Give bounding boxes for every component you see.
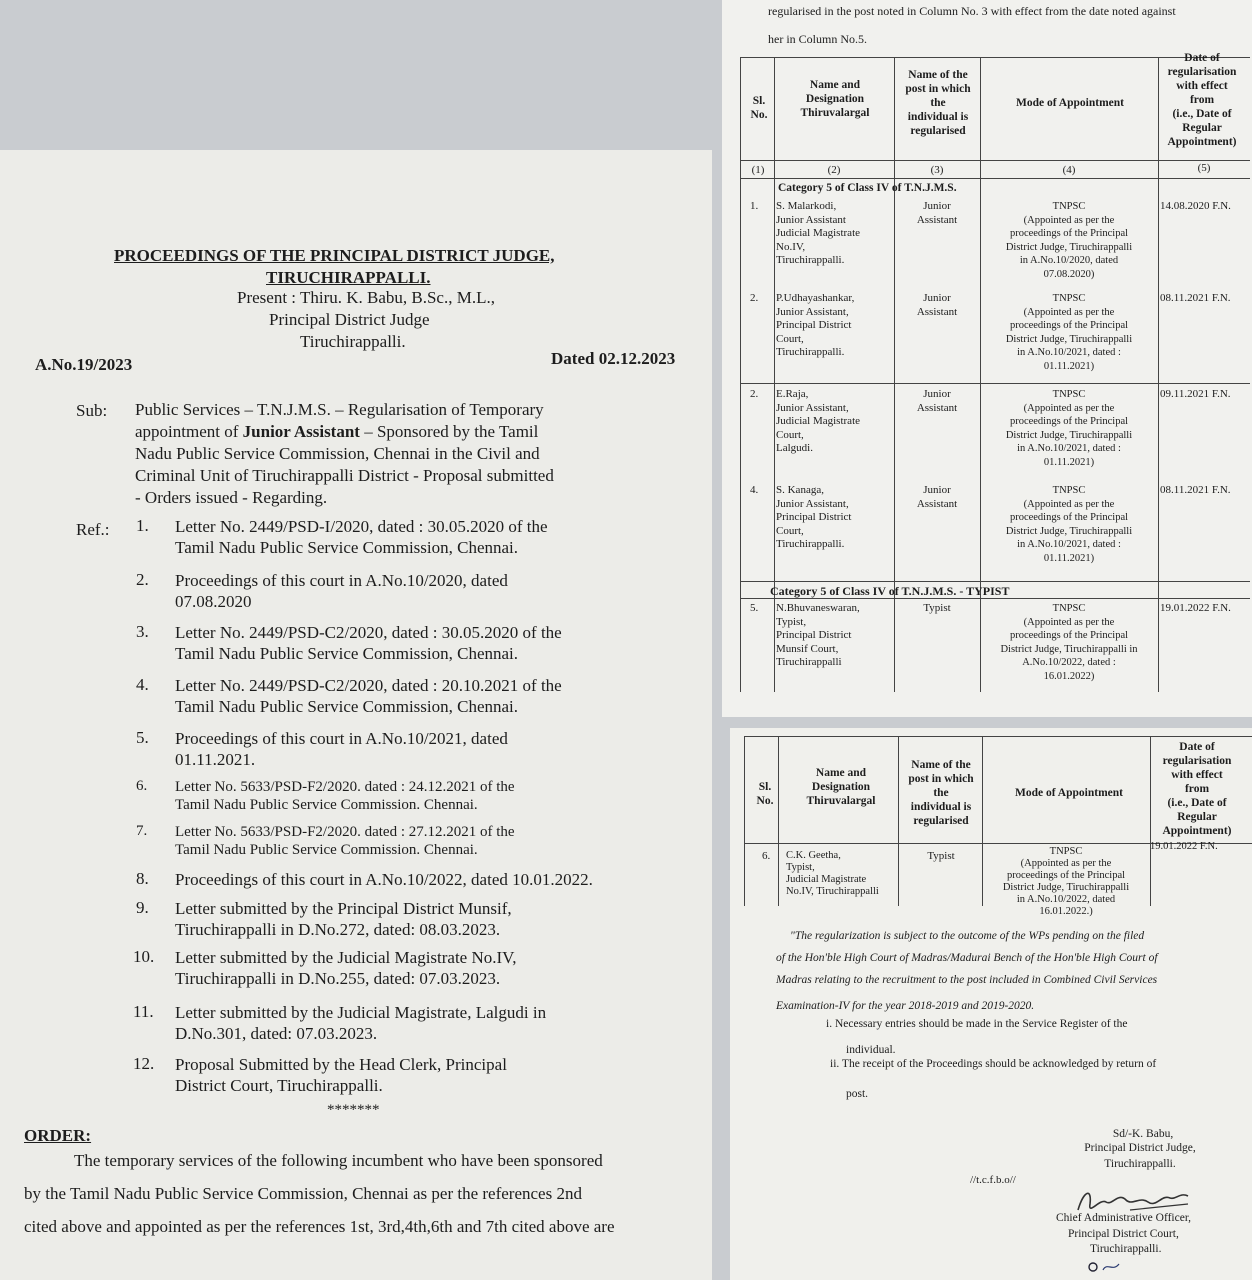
reference-text: Letter No. 2449/PSD-C2/2020, dated : 20.10.2021 of the Tamil Nadu Public Service Commission, Chennai.	[175, 676, 562, 716]
row-mode: TNPSC (Appointed as per the proceedings of the Principal District Judge, Tiruchirappalli in A.No.10/2022, dated : 16.01.2022)	[1000, 603, 1138, 682]
colnum-2: (2)	[827, 164, 841, 176]
col-header-name-2: Name and Designation Thiruvalargal	[806, 767, 876, 807]
reference-number: 1.	[136, 516, 149, 535]
signature-name: Sd/-K. Babu,	[1112, 1128, 1174, 1140]
row-mode: TNPSC (Appointed as per the proceedings of the Principal District Judge, Tiruchirappalli in A.No.10/2021, dated : 01.11.2021)	[1005, 485, 1133, 564]
right-top-page	[722, 0, 1252, 717]
colnum-1: (1)	[751, 164, 765, 176]
cao-court: Principal District Court,	[1068, 1228, 1179, 1240]
reference-number: 8.	[136, 869, 149, 888]
row-post: Junior Assistant	[916, 388, 958, 414]
row-name: E.Raja, Junior Assistant, Judicial Magistrate Court, Lalgudi.	[776, 388, 861, 454]
quote-line-4: Examination-IV for the year 2018-2019 and 2019-2020.	[776, 1000, 1035, 1012]
reference-text: Letter submitted by the Principal District Munsif, Tiruchirappalli in D.No.272, dated: 08.03.2023.	[175, 899, 512, 939]
quote-line-3: Madras relating to the recruitment to the post included in Combined Civil Services	[776, 974, 1158, 986]
reference-text: Letter submitted by the Judicial Magistrate, Lalgudi in D.No.301, dated: 07.03.2023.	[175, 1003, 547, 1043]
row-post: Junior Assistant	[916, 484, 958, 510]
row-post: Junior Assistant	[916, 292, 958, 318]
row-sl: 4.	[750, 484, 759, 496]
row-date: 14.08.2020 F.N.	[1160, 200, 1231, 212]
quote-line-1: "The regularization is subject to the outcome of the WPs pending on the filed	[790, 930, 1145, 942]
row-mode: TNPSC (Appointed as per the proceedings of the Principal District Judge, Tiruchirappalli in A.No.10/2021, dated : 01.11.2021)	[1005, 293, 1133, 372]
reference-text: Letter No. 5633/PSD-F2/2020. dated : 27.12.2021 of the Tamil Nadu Public Service Commission. Chennai.	[175, 824, 515, 858]
present-line3: Tiruchirappalli.	[300, 332, 406, 351]
col-header-mode-2: Mode of Appointment	[1015, 787, 1123, 799]
order-line-1: The temporary services of the following incumbent who have been sponsored	[74, 1151, 603, 1170]
row6-date: 19.01.2022 F.N.	[1150, 841, 1218, 852]
reference-text: Letter No. 2449/PSD-I/2020, dated : 30.05.2020 of the Tamil Nadu Public Service Commission, Chennai.	[175, 517, 548, 557]
point-ii-line2: post.	[846, 1088, 869, 1100]
ref-label: Ref.:	[76, 520, 110, 539]
colnum-5: (5)	[1197, 162, 1211, 174]
row-name: S. Kanaga, Junior Assistant, Principal District Court, Tiruchirappalli.	[776, 484, 852, 550]
order-label: ORDER:	[24, 1126, 92, 1145]
row-post: Junior Assistant	[916, 200, 958, 226]
row-sl: 2.	[750, 388, 759, 400]
reference-text: Proceedings of this court in A.No.10/2022, dated 10.01.2022.	[175, 870, 593, 889]
true-copy-mark: //t.c.f.b.o//	[970, 1174, 1016, 1186]
row-name: S. Malarkodi, Junior Assistant Judicial Magistrate No.IV, Tiruchirappalli.	[776, 200, 861, 266]
reference-number: 2.	[136, 570, 149, 589]
subject-line-5: - Orders issued - Regarding.	[135, 488, 328, 507]
reference-text: Proposal Submitted by the Head Clerk, Principal District Court, Tiruchirappalli.	[175, 1055, 507, 1095]
reference-number: 4.	[136, 675, 149, 694]
row-date: 19.01.2022 F.N.	[1160, 602, 1231, 614]
present-line1: Present : Thiru. K. Babu, B.Sc., M.L.,	[237, 288, 495, 307]
reference-text: Letter No. 5633/PSD-F2/2020. dated : 24.12.2021 of the Tamil Nadu Public Service Commission. Chennai.	[175, 779, 515, 813]
ano-number: A.No.19/2023	[35, 355, 133, 374]
row-date: 08.11.2021 F.N.	[1160, 292, 1231, 304]
cao-place: Tiruchirappalli.	[1090, 1243, 1162, 1255]
reference-number: 12.	[133, 1054, 155, 1073]
initials-mark	[1085, 1258, 1125, 1276]
reference-number: 9.	[136, 898, 149, 917]
point-ii-line1: ii. The receipt of the Proceedings should be acknowledged by return of	[830, 1058, 1157, 1070]
row-post: Typist	[923, 602, 951, 614]
category-2: Category 5 of Class IV of T.N.J.M.S. - TYPIST	[770, 584, 1010, 598]
dated: Dated 02.12.2023	[551, 349, 676, 368]
reference-number: 6.	[136, 778, 148, 794]
category-1: Category 5 of Class IV of T.N.J.M.S.	[778, 182, 957, 194]
row-sl: 1.	[750, 200, 759, 212]
reference-number: 7.	[136, 823, 148, 839]
col-header-sl: Sl. No.	[750, 95, 768, 121]
subject-block	[135, 399, 554, 509]
order-line-3: cited above and appointed as per the references 1st, 3rd,4th,6th and 7th cited above are	[24, 1217, 615, 1236]
col-header-post-2: Name of the post in which the individual is regularised	[908, 759, 974, 827]
reference-number: 11.	[133, 1002, 154, 1021]
point-i-line2: individual.	[846, 1044, 896, 1056]
stars-divider: *******	[327, 1102, 380, 1118]
subject-bold-designation: Junior Assistant	[242, 422, 360, 441]
left-page	[0, 150, 712, 1280]
cao-title: Chief Administrative Officer,	[1056, 1212, 1192, 1224]
subject-line-1: Public Services – T.N.J.M.S. – Regularisation of Temporary	[135, 400, 544, 419]
point-i-line1: i. Necessary entries should be made in the Service Register of the	[826, 1018, 1128, 1030]
reference-number: 10.	[133, 947, 155, 966]
proceedings-title-line2: TIRUCHIRAPPALLI.	[266, 268, 431, 287]
reference-text: Letter submitted by the Judicial Magistrate No.IV, Tiruchirappalli in D.No.255, dated: 07.03.2023.	[175, 948, 517, 988]
row-sl: 2.	[750, 292, 759, 304]
sub-label: Sub:	[76, 401, 108, 420]
row-date: 09.11.2021 F.N.	[1160, 388, 1231, 400]
reference-number: 3.	[136, 622, 149, 641]
subject-line-4: Criminal Unit of Tiruchirappalli District - Proposal submitted	[135, 466, 554, 485]
intro-line-1: regularised in the post noted in Column No. 3 with effect from the date noted against	[768, 4, 1176, 18]
row-date: 08.11.2021 F.N.	[1160, 484, 1231, 496]
subject-line-3: Nadu Public Service Commission, Chennai in the Civil and	[135, 444, 540, 463]
row-mode: TNPSC (Appointed as per the proceedings of the Principal District Judge, Tiruchirappalli in A.No.10/2020, dated 07.08.2020)	[1005, 201, 1133, 280]
subject-line-2: appointment of Junior Assistant – Sponsored by the Tamil	[135, 422, 539, 441]
col-header-sl-2: Sl. No.	[756, 781, 774, 807]
signature-place: Tiruchirappalli.	[1104, 1158, 1176, 1170]
proceedings-title-line1: PROCEEDINGS OF THE PRINCIPAL DISTRICT JUDGE,	[114, 246, 555, 265]
row6-mode: TNPSC (Appointed as per the proceedings of the Principal District Judge, Tiruchirappalli in A.No.10/2022, dated 16.01.2022.)	[1002, 846, 1130, 917]
row-sl: 5.	[750, 602, 759, 614]
row-name: N.Bhuvaneswaran, Typist, Principal District Munsif Court, Tiruchirappalli	[776, 602, 860, 668]
row6-post: Typist	[927, 850, 955, 862]
col-header-date-2: Date of regularisation with effect from (i.e., Date of Regular Appointment)	[1162, 741, 1232, 837]
reference-number: 5.	[136, 728, 149, 747]
col-header-name: Name and Designation Thiruvalargal	[800, 79, 870, 119]
col-header-post: Name of the post in which the individual is regularised	[905, 69, 971, 137]
quote-line-2: of the Hon'ble High Court of Madras/Madurai Bench of the Hon'ble High Court of	[776, 952, 1158, 964]
colnum-4: (4)	[1062, 164, 1076, 176]
colnum-3: (3)	[930, 164, 944, 176]
reference-text: Proceedings of this court in A.No.10/2020, dated 07.08.2020	[175, 571, 508, 611]
order-line-2: by the Tamil Nadu Public Service Commission, Chennai as per the references 2nd	[24, 1184, 582, 1203]
reference-text: Letter No. 2449/PSD-C2/2020, dated : 30.05.2020 of the Tamil Nadu Public Service Commission, Chennai.	[175, 623, 562, 663]
col-header-date: Date of regularisation with effect from (i.e., Date of Regular Appointment)	[1167, 52, 1237, 148]
present-line2: Principal District Judge	[269, 310, 430, 329]
row6-sl: 6.	[762, 850, 771, 862]
right-bottom-page	[730, 728, 1252, 1280]
signature-title: Principal District Judge,	[1084, 1142, 1196, 1154]
row6-name: C.K. Geetha, Typist, Judicial Magistrate No.IV, Tiruchirappalli	[786, 850, 879, 897]
row-mode: TNPSC (Appointed as per the proceedings of the Principal District Judge, Tiruchirappalli in A.No.10/2021, dated : 01.11.2021)	[1005, 389, 1133, 468]
intro-line-2: her in Column No.5.	[768, 32, 867, 46]
col-header-mode: Mode of Appointment	[1016, 97, 1124, 109]
row-name: P.Udhayashankar, Junior Assistant, Principal District Court, Tiruchirappalli.	[776, 292, 855, 358]
reference-text: Proceedings of this court in A.No.10/2021, dated 01.11.2021.	[175, 729, 508, 769]
